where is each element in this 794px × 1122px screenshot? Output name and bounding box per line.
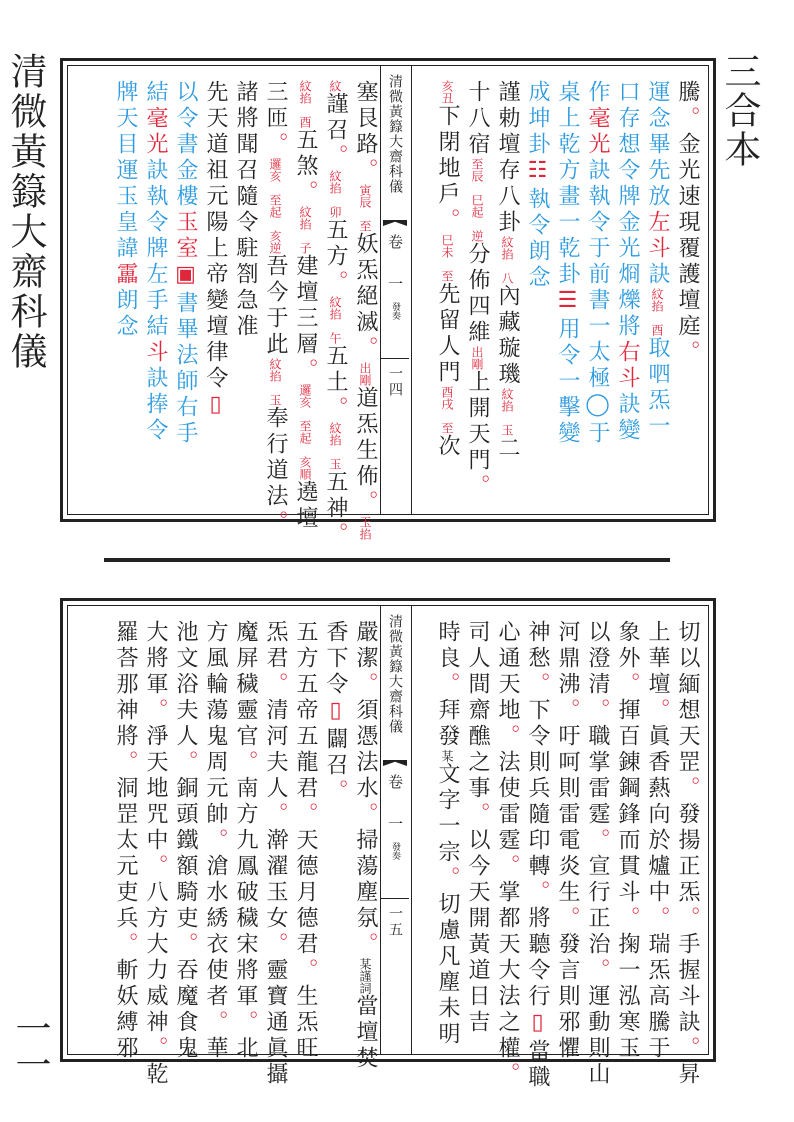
text-run: 南方九鳳破穢宋將軍: [233, 776, 258, 1010]
text-run: 須憑法水: [353, 698, 378, 802]
text-run: 。: [585, 698, 610, 724]
text-run: ☷: [525, 158, 550, 187]
text-run: 。: [263, 672, 288, 698]
text-run: 先留人門: [435, 282, 460, 386]
text-run: 。: [645, 906, 670, 932]
text-run: 香下令: [323, 620, 348, 698]
text-run: 以今天開黃道日吉: [465, 828, 490, 1036]
text-run: 揮百錬鋼鋒而貫斗: [615, 698, 640, 906]
text-run: 諸將聞召隨令駐劄急准: [233, 80, 258, 340]
text-run: 洞罡太元吏兵: [113, 776, 138, 932]
text-run: 謹召: [323, 92, 348, 144]
text-run: 掌都天大法之權: [495, 880, 520, 1062]
text-run: 昇: [675, 1062, 700, 1088]
text-column: [290, 80, 320, 532]
text-run: 澣濯玉女: [263, 828, 288, 932]
spine-section: 發奏: [390, 302, 400, 320]
text-column: [170, 80, 200, 504]
text-column: [350, 620, 380, 1072]
text-run: 朗念: [113, 288, 138, 340]
text-run: 手握斗訣: [675, 932, 700, 1036]
text-run: 取呬炁一: [645, 336, 670, 440]
text-run: 出剛: [470, 346, 484, 370]
text-run: 下閉地戶: [435, 104, 460, 208]
text-column: [552, 80, 582, 504]
text-run: 巳未 至: [440, 234, 454, 282]
text-run: 。: [435, 866, 460, 892]
text-run: 。: [293, 802, 318, 828]
text-run: 作: [585, 80, 610, 106]
text-run: 。: [353, 802, 378, 828]
text-run: 玉掐: [358, 516, 372, 540]
text-run: 建壇三層: [293, 254, 318, 358]
top-left-page: [68, 66, 380, 548]
text-column: [110, 620, 140, 1062]
text-run: 。: [525, 880, 550, 906]
text-run: 毫光: [143, 106, 168, 158]
text-run: 左斗: [645, 210, 670, 262]
text-run: 象外: [615, 620, 640, 672]
text-run: 。: [353, 932, 378, 958]
text-run: 結: [143, 80, 168, 106]
text-column: [672, 620, 702, 1088]
text-run: 。: [263, 132, 288, 158]
text-run: 。: [555, 698, 580, 724]
text-run: 。: [435, 672, 460, 698]
text-column: [260, 80, 290, 536]
text-run: 銅頭鐵額騎吏: [173, 776, 198, 932]
text-run: 。: [495, 854, 520, 880]
top-left-text: [76, 80, 380, 548]
text-run: 。: [323, 522, 348, 548]
bottom-spread: [60, 598, 716, 1091]
text-run: 以澄清: [585, 620, 610, 698]
text-run: 謹勅壇存八卦: [495, 80, 520, 236]
text-run: 先天道祖元陽上帝變壇律令: [203, 80, 228, 392]
text-run: 司人間齋醮之事: [465, 620, 490, 802]
text-run: 。: [353, 336, 378, 362]
text-run: 當壇焚: [353, 994, 378, 1072]
text-run: 。: [585, 958, 610, 984]
spine-rule: [381, 898, 409, 899]
text-run: 嚴潔: [353, 620, 378, 672]
text-run: 某: [358, 958, 372, 970]
text-run: 掬一泓寒玉: [615, 932, 640, 1062]
text-column: [522, 80, 552, 504]
spine-volume: 卷 一: [386, 234, 404, 297]
text-run: 。: [323, 779, 348, 805]
text-run: 以令書金樓: [173, 80, 198, 210]
text-column: [582, 80, 612, 504]
text-run: 紋掐 玉: [268, 358, 282, 406]
text-run: 亥丑: [440, 80, 454, 104]
spine-book-title: 清微黃籙大齋科儀: [387, 614, 403, 734]
text-run: ▯: [203, 392, 228, 421]
text-run: 十八宿: [465, 80, 490, 158]
text-run: 內藏璇璣: [495, 284, 520, 388]
text-column: [260, 620, 290, 1088]
text-run: 。: [143, 698, 168, 724]
text-run: 大將軍: [143, 620, 168, 698]
text-run: 炁君: [263, 620, 288, 672]
text-run: 口存想令牌金光烱爍將: [615, 80, 640, 340]
text-column: [230, 80, 260, 504]
text-run: 。: [203, 828, 228, 854]
text-run: 河鼎沸: [555, 620, 580, 698]
text-run: 。: [143, 854, 168, 880]
text-run: 將聽令行: [525, 906, 550, 1010]
text-run: 切以緬想天罡: [675, 620, 700, 776]
text-run: 。: [113, 932, 138, 958]
text-run: 靈寶通眞攝: [263, 958, 288, 1088]
text-run: 法使雷霆: [495, 750, 520, 854]
text-column: [432, 80, 462, 504]
text-run: 用令一擊變: [555, 317, 580, 447]
text-column: [432, 620, 462, 1048]
top-spread: [60, 58, 716, 548]
text-run: 瑞炁高騰于: [645, 932, 670, 1062]
fishtail-mark: [381, 756, 409, 770]
text-column: [290, 620, 320, 1062]
text-run: 。: [465, 474, 490, 500]
text-run: 上開天門: [465, 370, 490, 474]
page-divider: [104, 558, 670, 562]
text-run: 。: [465, 802, 490, 828]
text-run: 發揚正炁: [675, 802, 700, 906]
text-run: 妖炁絕滅: [353, 232, 378, 336]
text-run: 。: [555, 906, 580, 932]
text-column: [522, 620, 552, 1091]
text-run: 心通天地: [495, 620, 520, 724]
text-run: 斗: [143, 340, 168, 366]
text-run: 眞香爇向於爐中: [645, 724, 670, 906]
text-run: 。: [293, 358, 318, 384]
text-run: 訣: [645, 262, 670, 288]
spine-book-title: 清微黃籙大齋科儀: [387, 74, 403, 194]
text-run: 奉行道法: [263, 406, 288, 510]
text-run: 桌上乾方畫一乾卦: [555, 80, 580, 288]
bottom-right-page: [410, 606, 708, 1091]
text-run: 。: [525, 672, 550, 698]
text-run: 。: [675, 1036, 700, 1062]
text-run: 右斗: [615, 340, 640, 392]
bottom-left-page: [68, 606, 380, 1088]
bottom-left-text: [76, 620, 380, 1088]
text-run: 訣執令牌左手結: [143, 158, 168, 340]
text-run: 。: [585, 828, 610, 854]
spine-volume: 卷 一: [386, 774, 404, 837]
text-run: 牌天目運玉皇諱: [113, 80, 138, 262]
text-run: 邏亥 至起 亥順: [298, 384, 312, 480]
text-run: 魔屏穢靈官: [233, 620, 258, 750]
text-run: 。: [615, 672, 640, 698]
text-run: 。: [323, 396, 348, 422]
text-column: [140, 620, 170, 1088]
text-column: [170, 620, 200, 1062]
text-column: [462, 80, 492, 504]
text-run: 靁: [113, 262, 138, 288]
text-run: ▣: [173, 262, 198, 291]
text-run: 。: [645, 698, 670, 724]
text-run: 邏亥 至起 亥逆: [268, 158, 282, 254]
spine-page-number: 一四: [387, 366, 403, 398]
text-run: 。: [353, 490, 378, 516]
top-right-text: [414, 80, 702, 504]
text-run: 五土: [323, 344, 348, 396]
text-run: 酉戌 至: [440, 386, 454, 434]
text-run: 。: [263, 802, 288, 828]
spine-rule: [381, 358, 409, 359]
top-right-page: [410, 66, 708, 514]
spine-page-number: 一五: [387, 906, 403, 938]
text-run: 羅荅那神將: [113, 620, 138, 750]
text-column: [612, 620, 642, 1062]
text-run: 。: [675, 340, 700, 366]
text-run: 神愁: [525, 620, 550, 672]
text-run: 紋掐 玉: [328, 422, 342, 470]
text-column: [672, 80, 702, 504]
text-run: 。: [323, 270, 348, 296]
text-run: 切慮凡塵未明: [435, 892, 460, 1048]
text-run: 北: [233, 1036, 258, 1062]
text-run: 掃蕩塵氛: [353, 828, 378, 932]
text-run: 二: [495, 436, 520, 462]
text-run: 。: [353, 672, 378, 698]
text-run: 。: [233, 1010, 258, 1036]
text-run: 下令則兵隨印轉: [525, 698, 550, 880]
text-run: 吾今于此: [263, 254, 288, 358]
text-run: 。: [353, 158, 378, 184]
text-column: [492, 80, 522, 504]
text-run: ▯: [525, 1010, 550, 1039]
text-run: 五煞: [293, 128, 318, 180]
text-run: 道炁生佈: [353, 386, 378, 490]
text-run: 吁呵則雷電炎生: [555, 724, 580, 906]
text-run: 五方五帝五龍君: [293, 620, 318, 802]
top-spine: [380, 66, 412, 514]
text-column: [552, 620, 582, 1062]
text-run: 執令朗念: [525, 187, 550, 291]
text-run: 謹詞: [358, 970, 372, 994]
text-run: 。: [113, 750, 138, 776]
text-run: 。: [675, 106, 700, 132]
text-run: 遶壇: [293, 480, 318, 532]
text-run: 。: [173, 932, 198, 958]
bottom-spine: [380, 606, 412, 1054]
text-run: 紋: [328, 80, 342, 92]
text-column: [462, 620, 492, 1044]
text-column: [582, 620, 612, 1088]
text-run: 。: [203, 1010, 228, 1036]
side-page-number: 一一: [10, 1010, 51, 1082]
text-run: 五神: [323, 470, 348, 522]
text-column: [200, 80, 230, 504]
text-run: 淨天地咒中: [143, 724, 168, 854]
text-run: 訣捧令: [143, 366, 168, 444]
text-run: 金光速現覆護壇庭: [675, 132, 700, 340]
text-run: 。: [675, 906, 700, 932]
text-run: 文字一宗: [435, 762, 460, 866]
text-run: 分佈四維: [465, 242, 490, 346]
text-run: ☰: [555, 288, 580, 317]
text-run: 方風輪蕩鬼周元帥: [203, 620, 228, 828]
text-column: [642, 620, 672, 1062]
text-run: 滄水綉衣使者: [203, 854, 228, 1010]
text-run: 騰: [675, 80, 700, 106]
text-run: 紋掐 子: [298, 206, 312, 254]
text-run: 成坤卦: [525, 80, 550, 158]
text-run: 寅辰 至: [358, 184, 372, 232]
text-run: 紋掐 八: [500, 236, 514, 284]
text-column: [320, 620, 350, 1044]
text-run: 出剛: [358, 362, 372, 386]
text-run: 。: [293, 180, 318, 206]
text-run: 紋掐 午: [328, 296, 342, 344]
bottom-right-text: [414, 620, 702, 1091]
text-run: 訣執令于前書一太極◯于: [585, 158, 610, 447]
text-run: 。: [233, 750, 258, 776]
text-column: [200, 620, 230, 1062]
edition-label: 三合本: [718, 52, 761, 169]
text-run: 。: [435, 208, 460, 234]
text-run: 玉室: [173, 210, 198, 262]
text-run: 宣行正治: [585, 854, 610, 958]
text-column: [320, 80, 350, 548]
top-spread-frame: [67, 65, 709, 548]
text-run: 時良: [435, 620, 460, 672]
bottom-spread-frame: [67, 605, 709, 1091]
spine-section: 發奏: [390, 842, 400, 860]
text-column: [110, 80, 140, 504]
text-run: 。: [263, 510, 288, 536]
text-run: 至辰 巳起 逆: [470, 158, 484, 242]
text-run: 三匝: [263, 80, 288, 132]
text-run: 毫光: [585, 106, 610, 158]
text-run: 闢召: [323, 727, 348, 779]
text-run: 某: [440, 750, 454, 762]
fishtail-mark: [381, 216, 409, 230]
text-run: 。: [173, 750, 198, 776]
text-run: 。: [615, 906, 640, 932]
text-run: 八方大力威神: [143, 880, 168, 1036]
text-run: 。: [143, 1036, 168, 1062]
text-run: 華: [203, 1036, 228, 1062]
text-column: [230, 620, 260, 1062]
text-run: 紋掐 酉: [298, 80, 312, 128]
text-run: 紋掐 玉: [500, 388, 514, 436]
text-run: 塞艮路: [353, 80, 378, 158]
text-column: [350, 80, 380, 540]
text-run: 。: [495, 1062, 520, 1088]
text-run: 次: [435, 434, 460, 460]
text-run: 發言則邪懼: [555, 932, 580, 1062]
text-column: [642, 80, 672, 504]
text-run: 吞魔食鬼: [173, 958, 198, 1062]
text-run: 當職: [525, 1039, 550, 1091]
text-column: [140, 80, 170, 504]
side-book-title: 清微黃籙大齋科儀: [4, 52, 47, 372]
text-run: 生炁旺: [293, 984, 318, 1062]
text-run: ▯: [323, 698, 348, 727]
text-run: 。: [675, 776, 700, 802]
text-run: 。: [263, 932, 288, 958]
text-run: 書畢法師右手: [173, 291, 198, 447]
text-run: 運動則山: [585, 984, 610, 1088]
text-run: 職掌雷霆: [585, 724, 610, 828]
text-run: 清河夫人: [263, 698, 288, 802]
text-run: 斬妖縛邪: [113, 958, 138, 1062]
text-run: 五方: [323, 218, 348, 270]
text-run: 。: [323, 144, 348, 170]
text-run: 天德月德君: [293, 828, 318, 958]
text-run: 運念畢先放: [645, 80, 670, 210]
text-column: [612, 80, 642, 504]
text-run: 紋掐 酉: [650, 288, 664, 336]
text-run: 。: [495, 724, 520, 750]
text-run: 訣變: [615, 392, 640, 444]
text-run: 池文浴夫人: [173, 620, 198, 750]
text-run: 。: [293, 958, 318, 984]
text-run: 紋掐 卯: [328, 170, 342, 218]
text-run: 乾: [143, 1062, 168, 1088]
text-run: 上華壇: [645, 620, 670, 698]
text-column: [492, 620, 522, 1088]
text-run: 拜發: [435, 698, 460, 750]
